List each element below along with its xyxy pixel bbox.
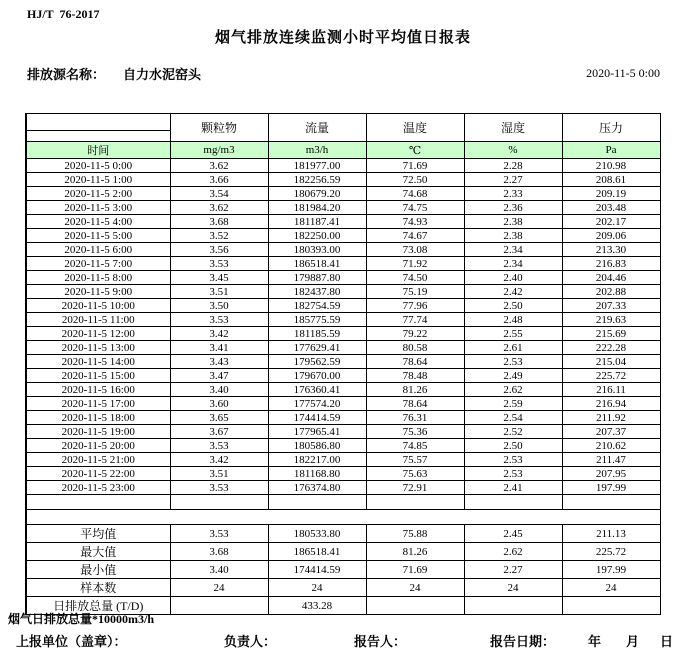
value-cell: 3.40 (170, 383, 268, 397)
summary-value-cell: 3.53 (170, 525, 268, 543)
value-cell: 78.64 (366, 397, 464, 411)
value-cell: 207.95 (562, 467, 660, 481)
value-cell: 80.58 (366, 341, 464, 355)
value-cell: 222.28 (562, 341, 660, 355)
value-cell: 174414.59 (268, 411, 366, 425)
value-cell: 3.54 (170, 187, 268, 201)
value-cell: 177574.20 (268, 397, 366, 411)
summary-value-cell (464, 597, 562, 615)
time-cell: 2020-11-5 22:00 (26, 467, 170, 481)
report-date-label: 报告日期： (490, 634, 556, 649)
time-cell: 2020-11-5 2:00 (26, 187, 170, 201)
table-row (26, 229, 660, 243)
time-cell: 2020-11-5 19:00 (26, 425, 170, 439)
value-cell: 182754.59 (268, 299, 366, 313)
value-cell: 79.22 (366, 327, 464, 341)
table-row (26, 369, 660, 383)
time-cell: 2020-11-5 12:00 (26, 327, 170, 341)
value-cell: 2.33 (464, 187, 562, 201)
header-name-row (26, 114, 660, 131)
summary-value-cell (562, 597, 660, 615)
time-cell: 2020-11-5 18:00 (26, 411, 170, 425)
time-header-cell: 时间 (26, 142, 170, 159)
summary-value-cell: 225.72 (562, 543, 660, 561)
value-cell: 2.40 (464, 271, 562, 285)
table-row (26, 187, 660, 201)
value-cell: 213.30 (562, 243, 660, 257)
unit-cell: mg/m3 (170, 142, 268, 159)
standard-number: HJ/T 76-2017 (27, 7, 100, 21)
value-cell: 3.47 (170, 369, 268, 383)
value-cell: 3.42 (170, 453, 268, 467)
emission-source-label: 排放源名称： (27, 67, 106, 82)
value-cell: 176374.80 (268, 481, 366, 495)
table-row (26, 467, 660, 481)
value-cell: 182256.59 (268, 173, 366, 187)
value-cell: 3.50 (170, 299, 268, 313)
value-cell: 2.28 (464, 159, 562, 173)
value-cell: 210.98 (562, 159, 660, 173)
value-cell: 73.08 (366, 243, 464, 257)
table-row (26, 243, 660, 257)
table-row (26, 327, 660, 341)
time-cell: 2020-11-5 1:00 (26, 173, 170, 187)
month-label: 月 (626, 634, 640, 649)
value-cell: 209.06 (562, 229, 660, 243)
summary-label-cell: 样本数 (26, 579, 170, 597)
value-cell: 2.62 (464, 383, 562, 397)
summary-row (26, 543, 660, 561)
value-cell: 185775.59 (268, 313, 366, 327)
value-cell: 2.38 (464, 215, 562, 229)
value-cell: 3.66 (170, 173, 268, 187)
header-blank-cell-bottom (26, 131, 170, 142)
summary-value-cell (170, 597, 268, 615)
report-unit-label: 上报单位（盖章）： (16, 634, 127, 649)
value-cell: 181977.00 (268, 159, 366, 173)
table-row (26, 313, 660, 327)
column-header: 温度 (366, 114, 464, 142)
summary-value-cell: 211.13 (562, 525, 660, 543)
value-cell: 2.27 (464, 173, 562, 187)
time-cell: 2020-11-5 20:00 (26, 439, 170, 453)
time-cell: 2020-11-5 5:00 (26, 229, 170, 243)
value-cell: 3.41 (170, 341, 268, 355)
value-cell: 208.61 (562, 173, 660, 187)
data-body (26, 159, 660, 495)
value-cell: 2.34 (464, 257, 562, 271)
time-cell: 2020-11-5 15:00 (26, 369, 170, 383)
value-cell: 180679.20 (268, 187, 366, 201)
table-row (26, 285, 660, 299)
value-cell: 180393.00 (268, 243, 366, 257)
report-datetime: 2020-11-5 0:00 (586, 66, 660, 80)
summary-value-cell: 24 (366, 579, 464, 597)
value-cell: 219.63 (562, 313, 660, 327)
value-cell: 215.69 (562, 327, 660, 341)
value-cell: 3.53 (170, 439, 268, 453)
unit-cell: % (464, 142, 562, 159)
value-cell: 74.68 (366, 187, 464, 201)
time-cell: 2020-11-5 4:00 (26, 215, 170, 229)
summary-value-cell: 2.45 (464, 525, 562, 543)
summary-body (26, 495, 660, 615)
table-row (26, 397, 660, 411)
table-row (26, 173, 660, 187)
value-cell: 2.55 (464, 327, 562, 341)
value-cell: 202.88 (562, 285, 660, 299)
value-cell: 181984.20 (268, 201, 366, 215)
value-cell: 72.91 (366, 481, 464, 495)
value-cell: 2.54 (464, 411, 562, 425)
value-cell: 71.69 (366, 159, 464, 173)
value-cell: 2.53 (464, 355, 562, 369)
table-row (26, 453, 660, 467)
value-cell: 71.92 (366, 257, 464, 271)
value-cell: 74.50 (366, 271, 464, 285)
column-header: 颗粒物 (170, 114, 268, 142)
value-cell: 76.31 (366, 411, 464, 425)
value-cell: 216.83 (562, 257, 660, 271)
value-cell: 2.59 (464, 397, 562, 411)
column-header: 流量 (268, 114, 366, 142)
value-cell: 179887.80 (268, 271, 366, 285)
value-cell: 77.96 (366, 299, 464, 313)
time-cell: 2020-11-5 16:00 (26, 383, 170, 397)
value-cell: 75.36 (366, 425, 464, 439)
value-cell: 74.93 (366, 215, 464, 229)
summary-value-cell: 174414.59 (268, 561, 366, 579)
value-cell: 74.75 (366, 201, 464, 215)
summary-label-cell: 平均值 (26, 525, 170, 543)
value-cell: 211.47 (562, 453, 660, 467)
value-cell: 207.37 (562, 425, 660, 439)
table-row (26, 355, 660, 369)
value-cell: 179670.00 (268, 369, 366, 383)
unit-cell: ℃ (366, 142, 464, 159)
summary-value-cell: 81.26 (366, 543, 464, 561)
table-row (26, 257, 660, 271)
value-cell: 2.38 (464, 229, 562, 243)
value-cell: 2.52 (464, 425, 562, 439)
table-row (26, 481, 660, 495)
summary-label-cell: 最大值 (26, 543, 170, 561)
summary-value-cell: 2.27 (464, 561, 562, 579)
value-cell: 3.67 (170, 425, 268, 439)
value-cell: 75.63 (366, 467, 464, 481)
value-cell: 207.33 (562, 299, 660, 313)
day-label: 日 (660, 634, 674, 649)
time-cell: 2020-11-5 21:00 (26, 453, 170, 467)
value-cell: 181168.80 (268, 467, 366, 481)
table-row (26, 201, 660, 215)
table-row (26, 299, 660, 313)
summary-value-cell: 186518.41 (268, 543, 366, 561)
time-cell: 2020-11-5 13:00 (26, 341, 170, 355)
time-cell: 2020-11-5 11:00 (26, 313, 170, 327)
page-title: 烟气排放连续监测小时平均值日报表 (214, 30, 471, 46)
time-cell: 2020-11-5 23:00 (26, 481, 170, 495)
value-cell: 3.43 (170, 355, 268, 369)
reporter-label: 报告人： (354, 634, 407, 649)
responsible-label: 负责人： (224, 634, 277, 649)
value-cell: 3.45 (170, 271, 268, 285)
time-cell: 2020-11-5 14:00 (26, 355, 170, 369)
summary-value-cell: 3.68 (170, 543, 268, 561)
value-cell: 3.62 (170, 159, 268, 173)
emission-source-name: 自力水泥窑头 (123, 67, 202, 82)
table-row (26, 425, 660, 439)
value-cell: 3.51 (170, 285, 268, 299)
report-table (25, 113, 661, 615)
summary-label-cell: 日排放总量 (T/D) (26, 597, 170, 615)
table-row (26, 341, 660, 355)
table-row (26, 383, 660, 397)
column-header: 压力 (562, 114, 660, 142)
summary-row (26, 525, 660, 543)
summary-value-cell: 3.40 (170, 561, 268, 579)
summary-value-cell: 24 (268, 579, 366, 597)
value-cell: 177629.41 (268, 341, 366, 355)
value-cell: 3.56 (170, 243, 268, 257)
summary-label-cell: 最小值 (26, 561, 170, 579)
value-cell: 209.19 (562, 187, 660, 201)
summary-value-cell: 24 (562, 579, 660, 597)
value-cell: 203.48 (562, 201, 660, 215)
summary-value-cell (366, 597, 464, 615)
table-row (26, 159, 660, 173)
value-cell: 74.85 (366, 439, 464, 453)
value-cell: 179562.59 (268, 355, 366, 369)
value-cell: 197.99 (562, 481, 660, 495)
time-cell: 2020-11-5 0:00 (26, 159, 170, 173)
value-cell: 81.26 (366, 383, 464, 397)
total-emission-note: 烟气日排放总量*10000m3/h (8, 612, 155, 626)
time-cell: 2020-11-5 9:00 (26, 285, 170, 299)
value-cell: 225.72 (562, 369, 660, 383)
value-cell: 2.42 (464, 285, 562, 299)
value-cell: 210.62 (562, 439, 660, 453)
unit-cell: Pa (562, 142, 660, 159)
header-blank-cell-top (26, 114, 170, 131)
value-cell: 186518.41 (268, 257, 366, 271)
value-cell: 216.94 (562, 397, 660, 411)
value-cell: 3.53 (170, 481, 268, 495)
unit-cell: m3/h (268, 142, 366, 159)
value-cell: 2.49 (464, 369, 562, 383)
empty-row (26, 495, 660, 510)
summary-value-cell: 180533.80 (268, 525, 366, 543)
value-cell: 2.34 (464, 243, 562, 257)
value-cell: 77.74 (366, 313, 464, 327)
summary-value-cell: 71.69 (366, 561, 464, 579)
column-header: 湿度 (464, 114, 562, 142)
value-cell: 182217.00 (268, 453, 366, 467)
value-cell: 181187.41 (268, 215, 366, 229)
year-label: 年 (588, 634, 602, 649)
value-cell: 3.68 (170, 215, 268, 229)
time-cell: 2020-11-5 8:00 (26, 271, 170, 285)
summary-value-cell: 2.62 (464, 543, 562, 561)
value-cell: 181185.59 (268, 327, 366, 341)
value-cell: 3.62 (170, 201, 268, 215)
value-cell: 2.50 (464, 299, 562, 313)
time-cell: 2020-11-5 3:00 (26, 201, 170, 215)
value-cell: 3.42 (170, 327, 268, 341)
value-cell: 3.65 (170, 411, 268, 425)
time-cell: 2020-11-5 17:00 (26, 397, 170, 411)
value-cell: 3.51 (170, 467, 268, 481)
value-cell: 202.17 (562, 215, 660, 229)
time-cell: 2020-11-5 7:00 (26, 257, 170, 271)
value-cell: 177965.41 (268, 425, 366, 439)
value-cell: 3.52 (170, 229, 268, 243)
value-cell: 3.60 (170, 397, 268, 411)
value-cell: 182437.80 (268, 285, 366, 299)
summary-value-cell: 24 (170, 579, 268, 597)
value-cell: 75.19 (366, 285, 464, 299)
table-row (26, 411, 660, 425)
value-cell: 176360.41 (268, 383, 366, 397)
value-cell: 180586.80 (268, 439, 366, 453)
value-cell: 215.04 (562, 355, 660, 369)
value-cell: 3.53 (170, 257, 268, 271)
value-cell: 72.50 (366, 173, 464, 187)
value-cell: 2.36 (464, 201, 562, 215)
summary-value-cell: 75.88 (366, 525, 464, 543)
value-cell: 78.64 (366, 355, 464, 369)
emission-source-line (27, 64, 201, 83)
table-row (26, 439, 660, 453)
value-cell: 75.57 (366, 453, 464, 467)
summary-row (26, 579, 660, 597)
summary-value-cell: 433.28 (268, 597, 366, 615)
table-row (26, 215, 660, 229)
value-cell: 182250.00 (268, 229, 366, 243)
summary-value-cell: 197.99 (562, 561, 660, 579)
time-cell: 2020-11-5 6:00 (26, 243, 170, 257)
value-cell: 204.46 (562, 271, 660, 285)
value-cell: 2.61 (464, 341, 562, 355)
value-cell: 3.53 (170, 313, 268, 327)
table-row (26, 271, 660, 285)
value-cell: 2.53 (464, 467, 562, 481)
unit-row (26, 142, 660, 159)
value-cell: 216.11 (562, 383, 660, 397)
summary-value-cell: 24 (464, 579, 562, 597)
time-cell: 2020-11-5 10:00 (26, 299, 170, 313)
value-cell: 2.50 (464, 439, 562, 453)
summary-row (26, 561, 660, 579)
value-cell: 2.41 (464, 481, 562, 495)
value-cell: 74.67 (366, 229, 464, 243)
value-cell: 2.53 (464, 453, 562, 467)
value-cell: 2.48 (464, 313, 562, 327)
value-cell: 78.48 (366, 369, 464, 383)
value-cell: 211.92 (562, 411, 660, 425)
section-gap-row (26, 510, 660, 525)
